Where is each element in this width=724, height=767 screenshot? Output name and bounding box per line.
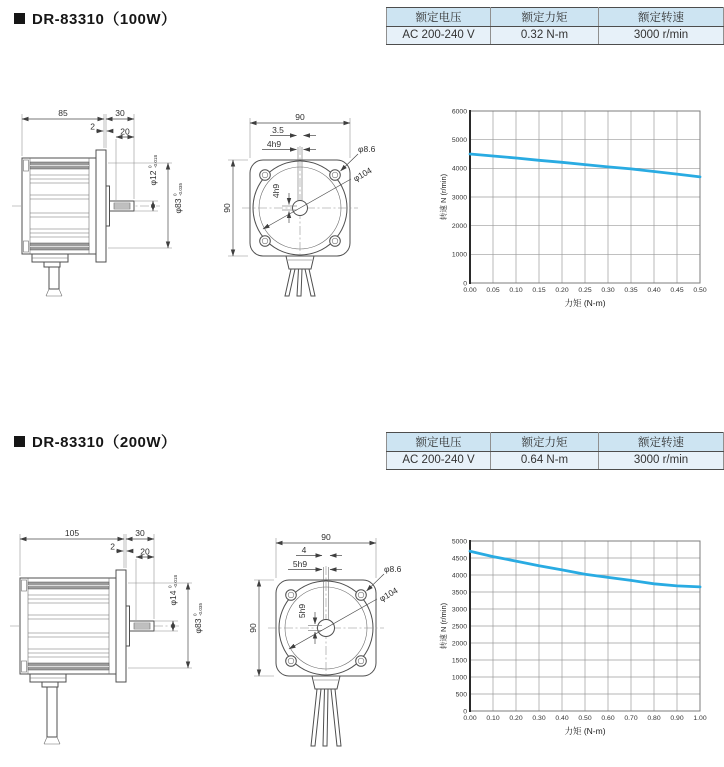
dim-key-width: 4h9 xyxy=(266,139,282,149)
power-cable xyxy=(30,674,66,744)
bolt-hole xyxy=(260,236,271,247)
svg-text:力矩 (N-m): 力矩 (N-m) xyxy=(564,726,606,736)
spec-value-row xyxy=(387,26,724,45)
speed-torque-chart-200w xyxy=(437,525,724,760)
pilot-tol-lo: -0.035 xyxy=(198,602,203,616)
bolt-hole xyxy=(356,590,367,601)
svg-text:0: 0 xyxy=(463,280,467,288)
dim-key-height: 5h9 xyxy=(297,603,307,619)
shaft-tol-hi: 0 xyxy=(147,165,153,168)
svg-text:0.00: 0.00 xyxy=(463,715,477,722)
svg-text:1500: 1500 xyxy=(451,657,467,665)
bolt-hole xyxy=(286,656,297,667)
dim-key-offset: 4 xyxy=(301,545,307,555)
svg-text:1.00: 1.00 xyxy=(693,715,707,722)
flange xyxy=(116,570,126,682)
svg-text:0.00: 0.00 xyxy=(463,287,477,294)
svg-text:0.25: 0.25 xyxy=(578,287,592,294)
pilot-tol-lo: -0.035 xyxy=(178,182,183,196)
header-rated-speed: 额定转速 xyxy=(599,433,724,452)
pilot-tol-hi: 0 xyxy=(172,193,178,196)
side-view-drawing-100w xyxy=(10,100,215,310)
power-cable xyxy=(311,676,341,746)
dim-flange-width: 90 xyxy=(321,532,331,542)
bolt-hole xyxy=(260,170,271,181)
svg-text:3500: 3500 xyxy=(451,589,467,597)
svg-text:0.40: 0.40 xyxy=(555,715,569,722)
dim-shaft-dia: φ14 xyxy=(168,590,178,606)
shaft-tol-lo: -0.018 xyxy=(173,574,178,588)
dim-flange-width: 90 xyxy=(295,112,305,122)
value-rated-speed: 3000 r/min xyxy=(599,451,724,470)
svg-text:0.15: 0.15 xyxy=(532,287,546,294)
dim-boss: 2 xyxy=(90,121,95,132)
spec-header-row xyxy=(387,8,724,27)
shaft-tol-hi: 0 xyxy=(167,585,173,588)
y-axis-label: 转速 N (r/min) xyxy=(439,173,448,221)
svg-text:0.50: 0.50 xyxy=(578,715,592,722)
header-rated-voltage: 额定电压 xyxy=(387,433,491,452)
header-rated-voltage: 额定电压 xyxy=(387,8,491,27)
bolt-hole xyxy=(330,170,341,181)
value-rated-voltage: AC 200-240 V xyxy=(387,451,491,470)
keyway xyxy=(134,623,150,629)
power-cable xyxy=(285,256,315,296)
y-axis-label: 转速 N (r/min) xyxy=(439,602,448,650)
dim-key-width: 5h9 xyxy=(292,559,308,569)
dim-key-height: 4h9 xyxy=(271,183,281,199)
spec-table-100w xyxy=(386,7,724,45)
motor-body xyxy=(22,150,134,262)
flange xyxy=(96,150,106,262)
bolt-hole xyxy=(286,590,297,601)
chart-svg xyxy=(437,101,724,315)
shaft-tol-lo: -0.018 xyxy=(153,154,158,168)
dim-shaft-dia: φ12 xyxy=(148,170,158,186)
svg-text:1000: 1000 xyxy=(451,251,467,259)
model-name: DR-83310（200W） xyxy=(32,434,177,451)
svg-text:4500: 4500 xyxy=(451,555,467,563)
keyway xyxy=(114,203,130,209)
dim-front-length: 30 xyxy=(135,528,145,538)
side-view-drawing-200w xyxy=(8,520,223,755)
svg-text:0.20: 0.20 xyxy=(555,287,569,294)
dim-key-offset: 3.5 xyxy=(272,125,284,135)
boss xyxy=(106,186,110,226)
spec-table-200w xyxy=(386,432,724,470)
dim-front-length: 30 xyxy=(115,108,125,118)
section-title-100w xyxy=(14,8,177,29)
dim-shaft-length: 20 xyxy=(120,126,130,137)
front-view-drawing-200w xyxy=(238,520,448,760)
svg-text:6000: 6000 xyxy=(451,108,467,116)
chart-svg xyxy=(437,525,724,755)
dim-flange-height: 90 xyxy=(222,203,232,213)
dim-pilot-circle: φ104 xyxy=(377,585,400,604)
svg-text:0: 0 xyxy=(463,708,467,716)
svg-text:3000: 3000 xyxy=(451,194,467,202)
value-rated-torque: 0.64 N-m xyxy=(491,451,599,470)
svg-text:5000: 5000 xyxy=(451,136,467,144)
svg-text:0.10: 0.10 xyxy=(509,287,523,294)
header-rated-torque: 额定力矩 xyxy=(491,8,599,27)
svg-text:0.50: 0.50 xyxy=(693,287,707,294)
svg-text:0.05: 0.05 xyxy=(486,287,500,294)
svg-text:0.90: 0.90 xyxy=(670,715,684,722)
svg-text:2500: 2500 xyxy=(451,623,467,631)
power-cable xyxy=(32,254,68,296)
pilot-tol-hi: 0 xyxy=(192,613,198,616)
square-bullet-icon xyxy=(14,436,25,447)
value-rated-torque: 0.32 N-m xyxy=(491,26,599,45)
svg-text:2000: 2000 xyxy=(451,640,467,648)
spec-value-row xyxy=(387,451,724,470)
svg-text:0.80: 0.80 xyxy=(647,715,661,722)
svg-text:0.10: 0.10 xyxy=(486,715,500,722)
svg-text:3000: 3000 xyxy=(451,606,467,614)
dim-flange-height: 90 xyxy=(248,623,258,633)
svg-text:4000: 4000 xyxy=(451,572,467,580)
svg-text:5000: 5000 xyxy=(451,538,467,546)
svg-text:500: 500 xyxy=(455,691,467,699)
speed-torque-chart-100w xyxy=(437,101,724,320)
header-rated-torque: 额定力矩 xyxy=(491,433,599,452)
svg-text:2000: 2000 xyxy=(451,222,467,230)
bolt-hole xyxy=(356,656,367,667)
dim-hole-dia: φ8.6 xyxy=(358,144,376,154)
svg-text:0.20: 0.20 xyxy=(509,715,523,722)
front-view-drawing-100w xyxy=(212,100,422,310)
svg-text:0.30: 0.30 xyxy=(532,715,546,722)
svg-text:0.35: 0.35 xyxy=(624,287,638,294)
header-rated-speed: 额定转速 xyxy=(599,8,724,27)
svg-text:0.45: 0.45 xyxy=(670,287,684,294)
bolt-hole xyxy=(330,236,341,247)
dim-body-length: 105 xyxy=(64,528,80,538)
svg-text:力矩 (N-m): 力矩 (N-m) xyxy=(564,298,606,308)
model-name: DR-83310（100W） xyxy=(32,11,177,28)
dim-hole-dia: φ8.6 xyxy=(384,564,402,574)
dim-pilot-dia: φ83 xyxy=(193,618,203,634)
spec-header-row xyxy=(387,433,724,452)
square-bullet-icon xyxy=(14,13,25,24)
svg-text:0.60: 0.60 xyxy=(601,715,615,722)
dim-boss: 2 xyxy=(110,541,115,552)
dim-pilot-circle: φ104 xyxy=(351,165,374,184)
section-title-200w xyxy=(14,431,177,452)
boss xyxy=(126,606,130,646)
value-rated-speed: 3000 r/min xyxy=(599,26,724,45)
dim-pilot-dia: φ83 xyxy=(173,198,183,214)
svg-text:0.70: 0.70 xyxy=(624,715,638,722)
value-rated-voltage: AC 200-240 V xyxy=(387,26,491,45)
dim-shaft-length: 20 xyxy=(140,546,150,557)
svg-text:0.40: 0.40 xyxy=(647,287,661,294)
svg-text:1000: 1000 xyxy=(451,674,467,682)
svg-text:0.30: 0.30 xyxy=(601,287,615,294)
svg-text:4000: 4000 xyxy=(451,165,467,173)
dim-body-length: 85 xyxy=(58,108,68,118)
motor-body xyxy=(20,570,154,682)
